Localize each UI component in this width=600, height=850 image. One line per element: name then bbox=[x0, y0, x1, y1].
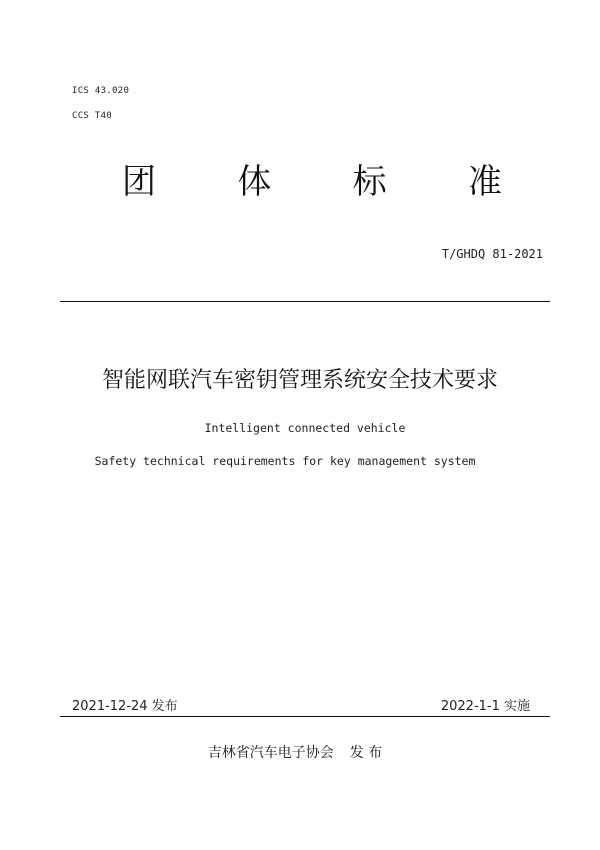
standard-type-char: 体 bbox=[237, 162, 272, 202]
title-english-line-1: Intelligent connected vehicle bbox=[204, 421, 406, 435]
implementation-date: 2022-1-1 实施 bbox=[440, 699, 530, 714]
publisher-action: 发 布 bbox=[349, 745, 383, 761]
title-chinese: 智能网联汽车密钥管理系统安全技术要求 bbox=[101, 368, 498, 393]
standard-number: T/GHDQ 81-2021 bbox=[441, 247, 543, 261]
standard-type-char: 准 bbox=[467, 162, 502, 202]
top-divider bbox=[60, 301, 550, 302]
standard-type-heading bbox=[122, 162, 502, 202]
issue-date: 2021-12-24 发布 bbox=[72, 699, 178, 714]
bottom-divider bbox=[60, 716, 550, 717]
publisher-name: 吉林省汽车电子协会 bbox=[207, 745, 334, 761]
standard-type-char: 团 bbox=[122, 162, 156, 202]
publisher bbox=[0, 742, 590, 762]
ccs-code: CCS T40 bbox=[72, 111, 113, 121]
ics-code: ICS 43.020 bbox=[72, 86, 130, 96]
title-english-line-2: Safety technical requirements for key management system bbox=[94, 454, 476, 468]
standard-type-char: 标 bbox=[352, 162, 387, 202]
